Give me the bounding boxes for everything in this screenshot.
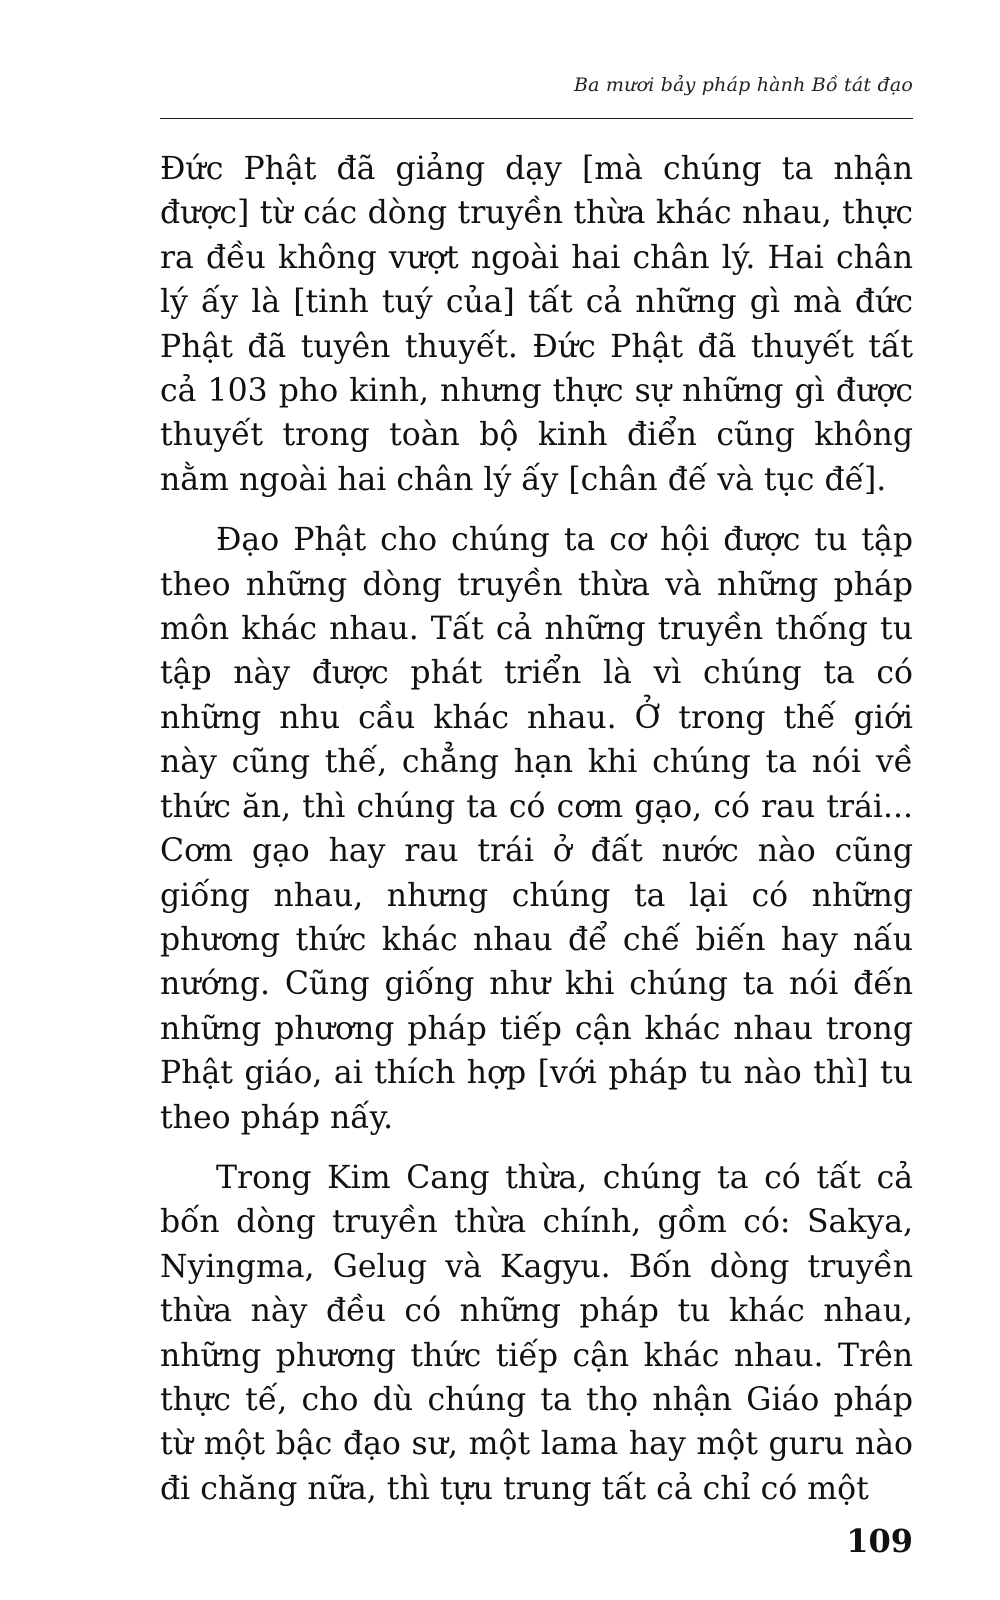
body-text <box>160 147 913 1527</box>
paragraph: Trong Kim Cang thừa, chúng ta có tất cả bốn dòng truyền thừa chính, gồm có: Sakya, Nyingma, Gelug và Kagyu. Bốn dòng truyền thừa này đều có những pháp tu khác nhau, những phương thức tiếp cận khác nhau. Trên thực tế, cho dù chúng ta thọ nhận Giáo pháp từ một bậc đạo sư, một lama hay một guru nào đi chăng nữa, thì tựu trung tất cả chỉ có một <box>160 1159 913 1507</box>
page-number: 109 <box>846 1522 913 1560</box>
paragraph: Đạo Phật cho chúng ta cơ hội được tu tập theo những dòng truyền thừa và những pháp môn khác nhau. Tất cả những truyền thống tu tập này được phát triển là vì chúng ta có những nhu cầu khác nhau. Ở trong thế giới này cũng thế, chẳng hạn khi chúng ta nói về thức ăn, thì chúng ta có cơm gạo, có rau trái... Cơm gạo hay rau trái ở đất nước nào cũng giống nhau, nhưng chúng ta lại có những phương thức khác nhau để chế biến hay nấu nướng. Cũng giống như khi chúng ta nói đến những phương pháp tiếp cận khác nhau trong Phật giáo, ai thích hợp [với pháp tu nào thì] tu theo pháp nấy. <box>160 522 913 1136</box>
header-rule <box>160 118 913 119</box>
paragraph: Đức Phật đã giảng dạy [mà chúng ta nhận được] từ các dòng truyền thừa khác nhau, thực ra đều không vượt ngoài hai chân lý. Hai chân lý ấy là [tinh tuý của] tất cả những gì mà đức Phật đã tuyên thuyết. Đức Phật đã thuyết tất cả 103 pho kinh, nhưng thực sự những gì được thuyết trong toàn bộ kinh điển cũng không nằm ngoài hai chân lý ấy [chân đế và tục đế]. <box>160 151 913 498</box>
running-header: Ba mươi bảy pháp hành Bồ tát đạo <box>573 74 913 96</box>
